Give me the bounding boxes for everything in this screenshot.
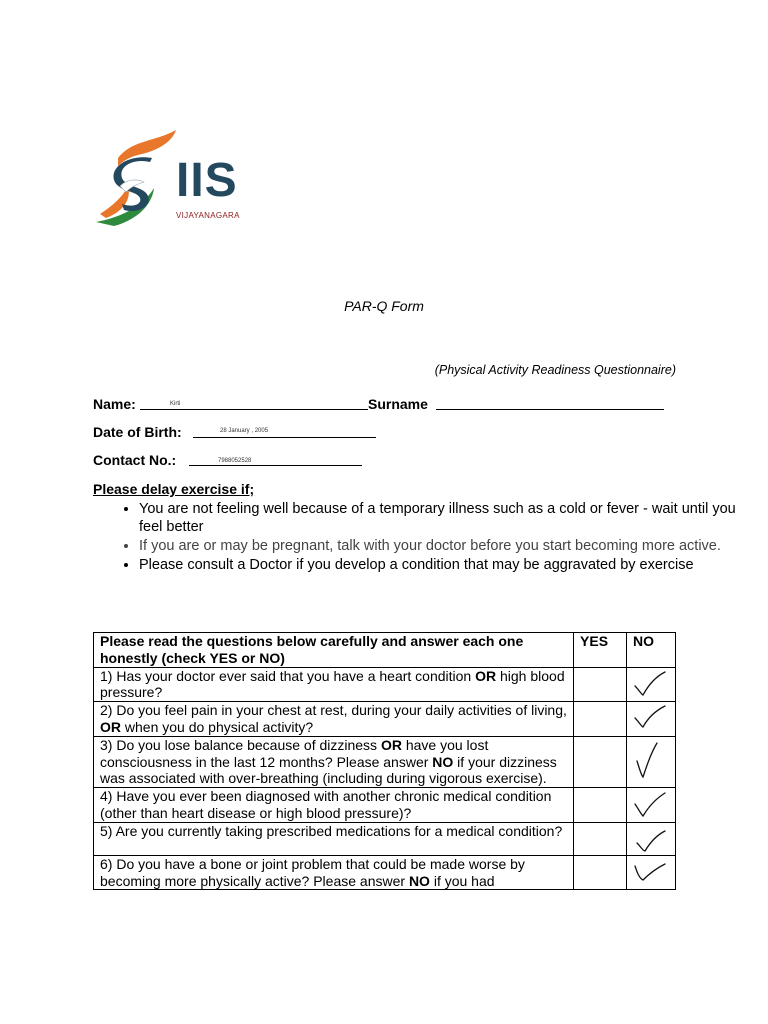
delay-item-consult: • Please consult a Doctor if you develop a condition that may be aggravated by exercise: [139, 556, 739, 574]
question-text: [94, 855, 574, 890]
questionnaire-table: [93, 632, 676, 890]
question-text-part: 5) Are you currently taking prescribed medications for a medical condition?: [100, 822, 563, 839]
answer-yes-cell[interactable]: [574, 736, 627, 787]
question-row: [94, 788, 676, 823]
checkmark-stroke: [635, 672, 665, 695]
checkmark-icon: [631, 739, 671, 781]
question-text-part: 3) Do you lose balance because of dizziness: [100, 736, 381, 753]
surname-field-line[interactable]: [436, 409, 664, 410]
question-text-part: NO: [432, 753, 454, 770]
answer-no-cell[interactable]: [627, 788, 676, 823]
answer-no-cell[interactable]: [627, 855, 676, 890]
answer-yes-cell[interactable]: [574, 788, 627, 823]
delay-item-pregnant: • If you are or may be pregnant, talk with your doctor before you start becoming more active.: [139, 537, 739, 555]
answer-yes-cell[interactable]: [574, 667, 627, 702]
question-row: [94, 822, 676, 855]
question-text-part: 2) Do you feel pain in your chest at rest, during your daily activities of living,: [100, 702, 567, 719]
delay-list: [93, 500, 739, 575]
question-text: [94, 788, 574, 823]
table-header-no: NO: [627, 633, 676, 668]
checkmark-icon: [631, 858, 671, 884]
question-text-part: 4) Have you ever been diagnosed with another chronic medical condition (other than heart disease or high blood pressure)?: [100, 788, 552, 821]
answer-no-cell[interactable]: [627, 667, 676, 702]
dob-value: 28 January , 2005: [220, 428, 269, 434]
question-text-part: high blood pressure?: [100, 667, 565, 701]
question-text-part: if you had: [429, 872, 495, 889]
question-text-part: OR: [380, 736, 402, 753]
form-subtitle: (Physical Activity Readiness Questionnaire): [434, 363, 676, 377]
question-text: [94, 736, 574, 787]
checkmark-stroke: [635, 864, 665, 880]
question-text-part: have you lost consciousness in the last 12 months? Please answer: [100, 736, 489, 770]
checkmark-stroke: [635, 793, 665, 816]
answer-yes-cell[interactable]: [574, 855, 627, 890]
question-row: [94, 667, 676, 702]
checkmark-stroke: [637, 743, 657, 777]
question-text-part: 1) Has your doctor ever said that you have a heart condition: [100, 667, 476, 684]
checkmark-icon: [631, 670, 671, 698]
question-row: [94, 702, 676, 737]
contact-label: Contact No.:: [93, 452, 177, 468]
contact-value: 7988052528: [218, 458, 252, 464]
delay-item-illness: • You are not feeling well because of a temporary illness such as a cold or fever - wait until you feel better: [139, 500, 739, 536]
table-header-instructions: Please read the questions below carefully and answer each one honestly (check YES or NO): [94, 633, 574, 668]
question-text-part: OR: [475, 667, 497, 684]
table-header-yes: YES: [574, 633, 627, 668]
question-text-part: 6) Do you have a bone or joint problem that could be made worse by becoming more physically active? Please answer: [100, 855, 525, 889]
form-title: PAR-Q Form: [344, 298, 424, 314]
question-text-part: if your dizziness was associated with over-breathing (including during vigorous exercise).: [100, 753, 557, 787]
contact-field-line[interactable]: [189, 465, 362, 466]
checkmark-icon: [631, 704, 671, 730]
question-text: [94, 822, 574, 855]
answer-no-cell[interactable]: [627, 736, 676, 787]
questions-body: [94, 667, 676, 890]
question-row: [94, 736, 676, 787]
checkmark-stroke: [635, 706, 665, 727]
logo-subtitle: VIJAYANAGARA: [176, 211, 240, 220]
delay-heading: Please delay exercise if;: [93, 481, 255, 497]
checkmark-stroke: [637, 831, 665, 851]
dob-field-line[interactable]: [193, 437, 376, 438]
name-field-line[interactable]: [140, 409, 368, 410]
dob-label: Date of Birth:: [93, 424, 182, 440]
name-label: Name:: [93, 396, 136, 412]
checkmark-icon: [631, 790, 671, 820]
question-text-part: OR: [100, 718, 121, 735]
question-text: [94, 667, 574, 702]
question-text: [94, 702, 574, 737]
logo-letters: IIS: [176, 154, 238, 207]
surname-label: Surname: [368, 396, 428, 412]
checkmark-icon: [631, 825, 671, 855]
question-text-part: NO: [408, 872, 430, 889]
name-value: Kirti: [170, 401, 181, 407]
question-text-part: when you do physical activity?: [121, 718, 314, 735]
question-row: [94, 855, 676, 890]
answer-no-cell[interactable]: [627, 702, 676, 737]
table-header-row: [94, 633, 676, 668]
answer-yes-cell[interactable]: [574, 702, 627, 737]
answer-yes-cell[interactable]: [574, 822, 627, 855]
answer-no-cell[interactable]: [627, 822, 676, 855]
